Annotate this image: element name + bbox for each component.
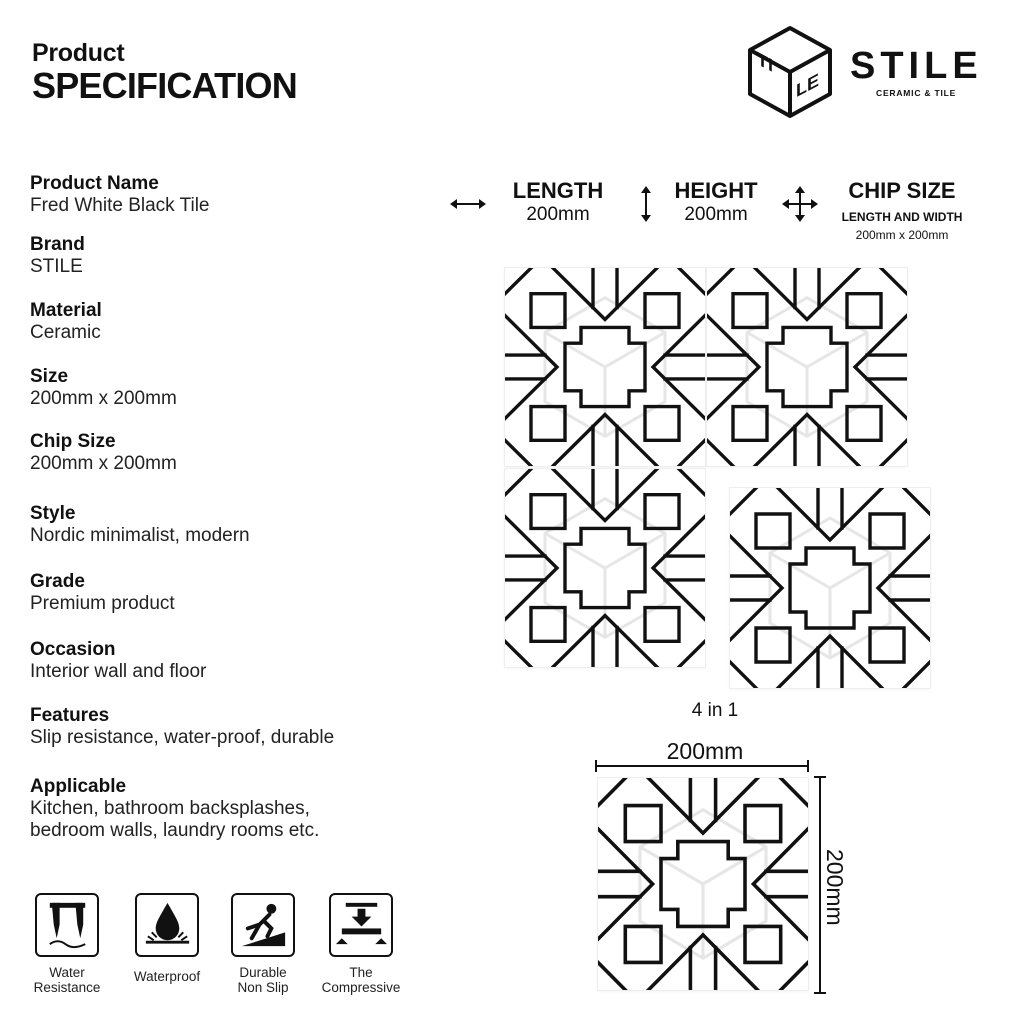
brand-logo <box>746 24 1006 124</box>
spec-value: Premium product <box>30 593 175 614</box>
spec-size <box>30 366 177 410</box>
spec-product-name <box>30 173 210 217</box>
feature-label: The <box>349 965 373 980</box>
spec-applicable <box>30 776 319 842</box>
spec-label: Applicable <box>30 776 127 797</box>
spec-label: Occasion <box>30 639 116 660</box>
feature-label-line2: Compressive <box>321 980 401 995</box>
spec-value: Kitchen, bathroom backsplashes, <box>30 798 310 819</box>
spec-value: STILE <box>30 256 83 277</box>
horizontal-arrow-icon <box>448 196 488 212</box>
measure-width-label: 200mm <box>666 738 744 764</box>
spec-style <box>30 503 250 547</box>
logo-brand-name: STILE <box>850 45 983 87</box>
header-title-line2: SPECIFICATION <box>32 65 297 106</box>
length-spec <box>500 178 616 226</box>
spec-value: Fred White Black Tile <box>30 195 210 216</box>
chip-size-label: CHIP SIZE <box>848 178 956 203</box>
spec-label: Product Name <box>30 173 159 194</box>
tile-single-measured <box>598 778 808 990</box>
spec-value: Ceramic <box>30 322 101 343</box>
tile-bottom-right <box>730 488 930 688</box>
waterproof-drop-icon <box>135 893 199 957</box>
feature-icons <box>22 893 412 1003</box>
four-way-arrow-icon <box>780 184 820 224</box>
feature-label-line2: Non Slip <box>237 980 289 995</box>
compressive-icon <box>329 893 393 957</box>
chip-size-value: 200mm x 200mm <box>855 228 949 242</box>
feature-water-resistance <box>22 893 112 995</box>
chip-size-spec <box>822 178 982 244</box>
spec-grade <box>30 571 175 615</box>
spec-value: Slip resistance, water-proof, durable <box>30 727 335 748</box>
spec-value: Nordic minimalist, modern <box>30 525 250 546</box>
feature-label: Waterproof <box>133 969 201 984</box>
spec-label: Size <box>30 366 69 387</box>
spec-chip-size <box>30 431 177 475</box>
feature-label-line2: Resistance <box>33 980 101 995</box>
spec-value: Interior wall and floor <box>30 661 207 682</box>
tile-cube-logo-icon <box>746 24 836 124</box>
length-label: LENGTH <box>512 178 604 203</box>
feature-label: Water <box>49 965 85 980</box>
length-value: 200mm <box>526 204 590 225</box>
height-value: 200mm <box>684 204 748 225</box>
spec-label: Chip Size <box>30 431 116 452</box>
feature-waterproof <box>122 893 212 984</box>
spec-label: Grade <box>30 571 85 592</box>
logo-icon-letters-2: LE <box>796 70 819 103</box>
spec-label: Features <box>30 705 110 726</box>
spec-value-line2: bedroom walls, laundry rooms etc. <box>30 820 320 841</box>
spec-value: 200mm x 200mm <box>30 388 177 409</box>
spec-label: Material <box>30 300 102 321</box>
feature-label: Durable <box>239 965 287 980</box>
water-resistance-icon <box>35 893 99 957</box>
height-spec <box>658 178 774 226</box>
tiles-caption: 4 in 1 <box>691 700 739 721</box>
vertical-arrow-icon <box>638 184 654 224</box>
spec-brand <box>30 234 85 278</box>
spec-occasion <box>30 639 206 683</box>
spec-label: Style <box>30 503 76 524</box>
spec-label: Brand <box>30 234 85 255</box>
measure-height-label: 200mm <box>822 849 848 926</box>
dimensions-row <box>448 176 1008 256</box>
height-label: HEIGHT <box>674 178 758 203</box>
page-header <box>32 40 297 106</box>
logo-icon-letters-1: TI <box>757 48 774 78</box>
chip-size-sublabel: LENGTH AND WIDTH <box>841 210 963 224</box>
spec-material <box>30 300 102 344</box>
measure-width-line <box>594 758 810 774</box>
logo-brand-sub: CERAMIC & TILE <box>876 88 957 98</box>
feature-non-slip <box>218 893 308 995</box>
tile-top-left <box>505 268 705 466</box>
spec-value: 200mm x 200mm <box>30 453 177 474</box>
spec-features <box>30 705 334 749</box>
non-slip-icon <box>231 893 295 957</box>
tile-top-right <box>707 268 907 466</box>
header-title-line1: Product <box>32 39 125 67</box>
feature-compressive <box>316 893 406 995</box>
tile-bottom-left <box>505 469 705 667</box>
